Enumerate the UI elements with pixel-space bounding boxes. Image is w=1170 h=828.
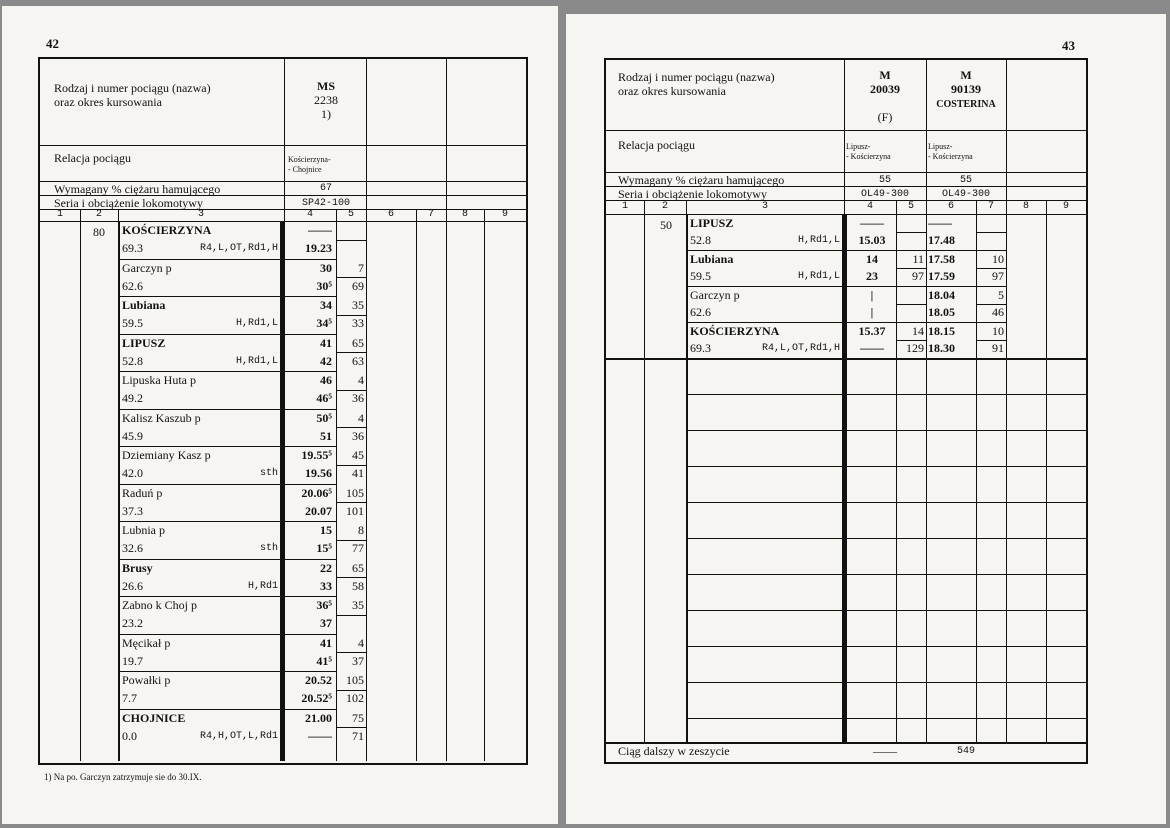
station-name: LIPUSZ (122, 335, 166, 350)
column-number: 5 (347, 209, 354, 220)
running-time-2: 33 (352, 316, 364, 330)
table-rule (686, 682, 1086, 683)
speed-value: 80 (93, 225, 105, 239)
departure-time: 51 (320, 428, 332, 443)
table-rule (446, 221, 447, 761)
running-time-2: 101 (346, 503, 364, 518)
table-rule (1006, 214, 1007, 742)
footnote: 1) Na po. Garczyn zatrzymuje sie do 30.IX. (44, 772, 202, 782)
arrival-time: 34 (320, 298, 332, 312)
running-time: 65 (352, 560, 364, 575)
running-time-2: 63 (352, 353, 364, 368)
running-time: 4 (358, 373, 364, 387)
station-name: KOŚCIERZYNA (690, 324, 780, 338)
train-2-running-time-2: 46 (992, 305, 1004, 319)
table-rule (118, 334, 336, 335)
station-name: KOŚCIERZYNA (122, 223, 212, 237)
station-km: 52.8 (122, 353, 143, 368)
train-1-loco: OL49-300 (860, 189, 909, 200)
table-rule (118, 409, 336, 410)
table-rule (1046, 214, 1047, 742)
running-time: 105 (346, 485, 364, 500)
column-number: 4 (866, 201, 873, 212)
station-codes: sth (259, 543, 278, 554)
station-codes: H,Rd1 (247, 580, 278, 592)
departure-time: 46⁵ (316, 391, 332, 405)
departure-time: 30⁵ (316, 278, 332, 293)
train-2-running-time-2: 97 (992, 269, 1004, 283)
train-2-running-time-2: 91 (992, 341, 1004, 355)
train-2-number: 90139 (951, 82, 981, 96)
running-time-2: 36 (352, 428, 364, 443)
table-rule (446, 59, 447, 221)
departure-time: 20.07 (305, 503, 332, 518)
train-1-note: (F) (877, 110, 893, 124)
station-km: 62.6 (690, 305, 711, 319)
station-km: 37.3 (122, 503, 143, 518)
running-time: 4 (358, 635, 364, 650)
arrival-time: 19.55⁵ (301, 448, 332, 462)
train-2-relation-2: - Kościerzyna (928, 152, 973, 161)
arrival-time: 30 (320, 260, 332, 275)
table-rule (686, 394, 1086, 395)
column-number: 5 (907, 201, 914, 212)
arrival-time: 41 (320, 635, 332, 650)
station-name: LIPUSZ (690, 216, 734, 230)
running-time-2: 77 (352, 541, 364, 555)
running-time: 35 (352, 598, 364, 612)
train-2-loco: OL49-300 (941, 189, 990, 200)
page-number-left: 42 (46, 36, 59, 51)
station-name: Lipuska Huta p (122, 373, 196, 387)
train-2-departure: 18.30 (928, 341, 955, 355)
train-1-departure: 23 (866, 269, 878, 283)
table-rule (118, 709, 336, 710)
column-number: 2 (661, 201, 668, 212)
table-rule (686, 430, 1086, 431)
train-1-running-time-2: 129 (906, 341, 924, 355)
table-rule (484, 221, 485, 761)
station-km: 69.3 (122, 241, 143, 255)
column-number: 2 (95, 209, 102, 220)
station-km: 23.2 (122, 616, 143, 630)
arrival-time: 46 (320, 373, 332, 387)
train-1-departure: —— (860, 341, 884, 355)
loco-value: SP42-100 (301, 198, 350, 209)
train-1-number: 20039 (870, 82, 900, 96)
table-rule (80, 209, 81, 221)
column-number: 7 (427, 209, 434, 220)
train-2-arrival: —— (928, 216, 952, 230)
table-rule (118, 446, 336, 447)
station-codes: H,Rd1,L (235, 355, 278, 367)
column-number: 3 (761, 201, 768, 212)
table-rule (926, 214, 927, 742)
train-number: 2238 (314, 93, 338, 107)
station-codes: R4,H,OT,L,Rd1 (199, 730, 278, 742)
table-rule (336, 221, 337, 761)
table-rule (118, 521, 336, 522)
table-rule (80, 221, 81, 761)
table-rule (896, 232, 926, 233)
table-rule (686, 322, 1006, 323)
table-rule (484, 209, 485, 221)
train-2-departure: 18.05 (928, 305, 955, 319)
station-name: Garczyn p (122, 260, 172, 275)
table-rule (686, 502, 1086, 503)
column-number: 9 (501, 209, 508, 220)
left-page (2, 6, 558, 824)
table-rule (686, 200, 687, 214)
train-2-relation-1: Lipusz- (928, 142, 953, 151)
table-rule (40, 145, 526, 146)
column-number: 8 (461, 209, 468, 220)
relation-label: Relacja pociągu (618, 138, 695, 152)
arrival-time: 22 (320, 560, 332, 575)
station-name: Lubiana (122, 298, 166, 312)
relation-value-2: - Chojnice (288, 165, 322, 174)
table-rule (976, 214, 977, 742)
column-number: 1 (56, 209, 63, 220)
train-2-running-time: 5 (998, 288, 1004, 302)
departure-time: 41⁵ (316, 653, 332, 668)
brake-value: 67 (319, 183, 332, 194)
running-time-2: 69 (352, 278, 364, 293)
departure-time: 19.23 (305, 241, 332, 255)
train-2-arrival: 18.04 (928, 288, 955, 302)
running-time: 35 (352, 298, 364, 312)
station-name: Męcikał p (122, 635, 171, 650)
train-note: 1) (321, 107, 331, 121)
station-km: 69.3 (690, 341, 711, 355)
station-name: Lubiana (690, 252, 734, 266)
train-1-arrival: | (870, 288, 874, 302)
page-number-right: 43 (1062, 38, 1075, 53)
train-2-running-time: 10 (992, 252, 1004, 266)
departure-time: 42 (320, 353, 332, 368)
table-rule (118, 371, 336, 372)
left-timetable (38, 57, 528, 765)
table-rule (686, 646, 1086, 647)
running-time-2: 41 (352, 466, 364, 480)
continued-label: Ciąg dalszy w zeszycie (618, 744, 730, 758)
running-time-2: 102 (346, 691, 364, 705)
station-codes: H,Rd1,L (797, 271, 840, 282)
table-rule (118, 221, 120, 761)
table-rule (976, 200, 977, 214)
table-rule (118, 634, 336, 635)
train-1-running-time: 11 (912, 252, 924, 266)
table-rule (284, 59, 285, 221)
train-2-name: COSTERINA (936, 99, 996, 110)
running-time: 105 (346, 673, 364, 687)
running-time: 7 (358, 260, 364, 275)
station-name: Garczyn p (690, 288, 740, 302)
column-number: 4 (306, 209, 313, 220)
arrival-time: 50⁵ (316, 410, 332, 425)
table-rule (1046, 200, 1047, 214)
column-number: 6 (947, 201, 954, 212)
station-name: Brusy (122, 560, 153, 575)
station-km: 59.5 (690, 269, 711, 283)
continued-train-2: 549 (956, 746, 975, 757)
train-2-departure: 17.59 (928, 269, 955, 283)
station-codes: R4,L,OT,Rd1,H (761, 343, 840, 354)
arrival-time: 20.52 (305, 673, 332, 687)
right-timetable (604, 58, 1088, 764)
running-time-2: 58 (352, 578, 364, 593)
right-page (566, 14, 1166, 824)
table-rule (118, 296, 336, 297)
table-rule (896, 304, 926, 305)
running-time-2: 37 (352, 653, 364, 668)
column-number: 6 (387, 209, 394, 220)
train-2-brake: 55 (959, 175, 972, 186)
table-rule (896, 200, 897, 214)
table-rule (1006, 60, 1007, 214)
table-rule (686, 610, 1086, 611)
train-1-running-time: 14 (912, 324, 924, 338)
train-2-departure: 17.48 (928, 233, 955, 247)
table-rule (976, 232, 1006, 233)
train-2-running-time: 10 (992, 324, 1004, 338)
train-1-arrival: 14 (866, 252, 878, 266)
train-type-label: Rodzaj i numer pociągu (nazwa) oraz okres kursowania (54, 81, 211, 109)
table-rule (336, 615, 366, 616)
table-rule (118, 209, 119, 221)
table-rule (118, 671, 336, 672)
brake-label: Wymagany % ciężaru hamującego (54, 182, 221, 196)
column-number: 3 (197, 209, 204, 220)
train-1-arrival: —— (860, 216, 884, 230)
table-rule (686, 538, 1086, 539)
train-1-departure: 15.03 (858, 233, 886, 247)
departure-time: —— (308, 728, 332, 743)
arrival-time: 21.00 (305, 710, 332, 725)
departure-time: 37 (320, 616, 332, 630)
brake-label: Wymagany % ciężaru hamującego (618, 173, 785, 187)
train-1-relation-2: - Kościerzyna (846, 152, 891, 161)
continued-train-1: —— (873, 744, 897, 758)
column-number: 9 (1062, 201, 1069, 212)
arrival-time: 15 (320, 523, 332, 537)
running-time: 4 (358, 410, 364, 425)
train-1-relation-1: Lipusz- (846, 142, 871, 151)
departure-time: 33 (320, 578, 332, 593)
loco-label: Seria i obciążenie lokomotywy (54, 196, 203, 210)
table-rule (118, 559, 336, 560)
table-rule (118, 484, 336, 485)
arrival-time: 20.06⁵ (301, 485, 332, 500)
train-1-departure: | (870, 305, 874, 319)
running-time-2: 71 (352, 728, 364, 743)
table-rule (644, 214, 645, 742)
train-1-type: M (879, 68, 891, 82)
relation-value-1: Kościerzyna- (288, 155, 331, 164)
station-km: 26.6 (122, 578, 143, 593)
running-time: 45 (352, 448, 364, 462)
table-rule (336, 240, 366, 241)
table-rule (686, 250, 1006, 251)
station-km: 59.5 (122, 316, 143, 330)
train-2-type: M (960, 68, 972, 82)
table-rule (842, 214, 847, 742)
station-name: Raduń p (122, 485, 163, 500)
table-rule (366, 59, 367, 221)
station-codes: sth (259, 468, 278, 479)
speed-value: 50 (660, 218, 672, 232)
table-rule (686, 466, 1086, 467)
station-codes: R4,L,OT,Rd1,H (199, 243, 278, 254)
table-rule (606, 358, 1086, 360)
running-time: 65 (352, 335, 364, 350)
station-km: 19.7 (122, 653, 143, 668)
station-km: 62.6 (122, 278, 143, 293)
train-type: MS (317, 79, 335, 93)
departure-time: 15⁵ (316, 541, 332, 555)
train-1-arrival: 15.37 (858, 324, 886, 338)
train-1-brake: 55 (878, 175, 891, 186)
station-km: 42.0 (122, 466, 143, 480)
column-number: 8 (1022, 201, 1029, 212)
arrival-time: 36⁵ (316, 598, 332, 612)
table-rule (606, 130, 1086, 131)
station-km: 0.0 (122, 728, 137, 743)
table-rule (644, 200, 645, 214)
station-km: 49.2 (122, 391, 143, 405)
station-km: 52.8 (690, 233, 711, 247)
station-name: Lubnia p (122, 523, 165, 537)
train-type-label: Rodzaj i numer pociągu (nazwa) oraz okres kursowania (618, 70, 775, 98)
table-rule (686, 718, 1086, 719)
station-name: Kalisz Kaszub p (122, 410, 201, 425)
column-number: 1 (621, 201, 628, 212)
table-rule (896, 214, 897, 742)
station-codes: H,Rd1,L (235, 318, 278, 329)
station-name: CHOJNICE (122, 710, 186, 725)
departure-time: 20.52⁵ (301, 691, 332, 705)
table-rule (118, 259, 336, 260)
loco-label: Seria i obciążenie lokomotywy (618, 187, 767, 201)
arrival-time: —— (308, 223, 332, 237)
departure-time: 19.56 (305, 466, 332, 480)
station-km: 32.6 (122, 541, 143, 555)
table-rule (280, 221, 285, 761)
station-km: 7.7 (122, 691, 137, 705)
station-km: 45.9 (122, 428, 143, 443)
station-name: Dziemiany Kasz p (122, 448, 211, 462)
train-2-arrival: 17.58 (928, 252, 955, 266)
table-rule (686, 574, 1086, 575)
train-1-running-time-2: 97 (912, 269, 924, 283)
table-rule (366, 221, 367, 761)
running-time: 8 (358, 523, 364, 537)
table-rule (686, 286, 1006, 287)
station-codes: H,Rd1,L (797, 235, 840, 246)
table-rule (686, 214, 688, 742)
column-number: 7 (987, 201, 994, 212)
relation-label: Relacja pociągu (54, 151, 131, 165)
departure-time: 34⁵ (316, 316, 332, 330)
running-time: 75 (352, 710, 364, 725)
station-name: Powałki p (122, 673, 171, 687)
table-rule (416, 221, 417, 761)
table-rule (118, 596, 336, 597)
running-time-2: 36 (352, 391, 364, 405)
arrival-time: 41 (320, 335, 332, 350)
table-rule (416, 209, 417, 221)
train-2-arrival: 18.15 (928, 324, 955, 338)
station-name: Zabno k Choj p (122, 598, 197, 612)
